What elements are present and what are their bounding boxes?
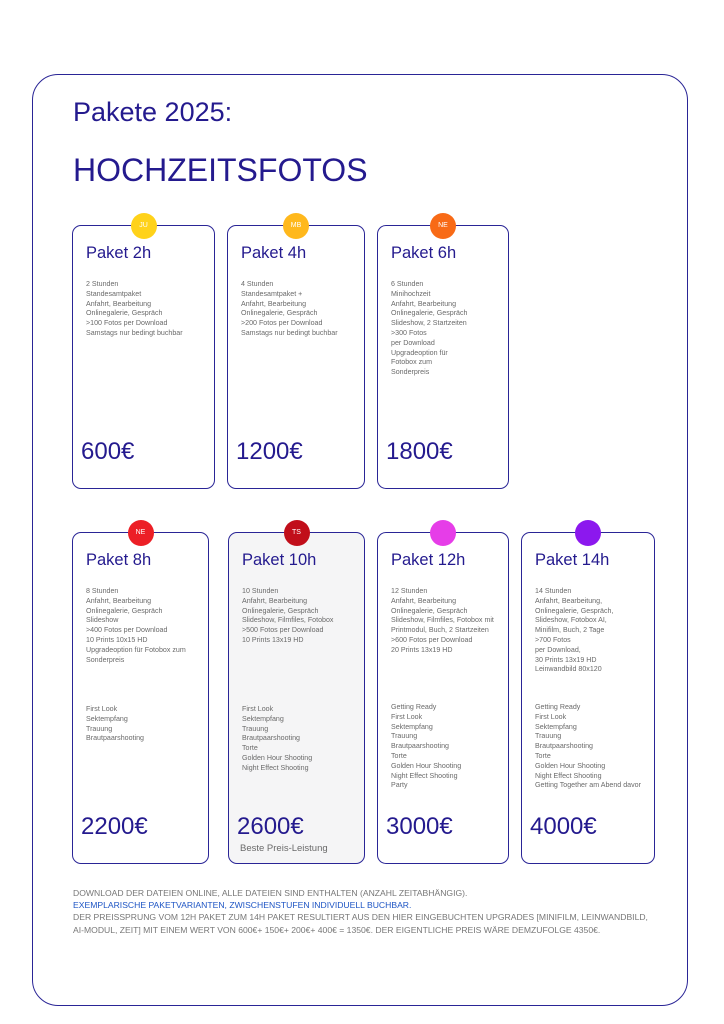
- package-coverage-item: Torte: [391, 751, 407, 760]
- package-detail-item: Anfahrt, Bearbeitung: [391, 299, 457, 308]
- package-details: [242, 587, 360, 646]
- package-details: [86, 587, 204, 665]
- package-detail-item: Anfahrt, Bearbeitung: [241, 299, 307, 308]
- package-coverage-item: Night Effect Shooting: [535, 771, 602, 780]
- package-detail-item: >500 Fotos per Download: [242, 626, 324, 635]
- package-coverage-item: Brautpaarshooting: [391, 742, 449, 751]
- package-coverage-item: Trauung: [242, 724, 269, 733]
- package-detail-item: >600 Fotos per Download: [391, 635, 473, 644]
- package-card-6h: [377, 222, 509, 489]
- package-coverage-item: Brautpaarshooting: [535, 742, 593, 751]
- package-coverage-item: Trauung: [535, 732, 562, 741]
- package-detail-item: Minifilm, Buch, 2 Tage: [535, 626, 605, 635]
- package-title: Paket 6h: [391, 244, 457, 262]
- package-coverage-item: Brautpaarshooting: [242, 734, 300, 743]
- package-detail-item: Onlinegalerie, Gespräch: [391, 309, 468, 318]
- package-detail-item: Onlinegalerie, Gespräch: [391, 606, 468, 615]
- package-title: Paket 10h: [242, 551, 317, 569]
- package-detail-item: 10 Prints 13x19 HD: [242, 635, 304, 644]
- package-coverage-item: Getting Ready: [391, 703, 437, 711]
- package-badge: NE: [128, 520, 154, 546]
- package-card-10h: [228, 529, 365, 864]
- package-detail-item: Printmodul, Buch, 2 Startzeiten: [391, 626, 489, 635]
- package-badge: [575, 520, 601, 546]
- package-price: 1200€: [236, 438, 303, 465]
- package-badge: TS: [284, 520, 310, 546]
- package-detail-item: Onlinegalerie, Gespräch: [241, 309, 318, 318]
- package-coverage-item: Party: [391, 781, 408, 790]
- package-detail-item: Upgradeoption für Fotobox zum: [86, 645, 186, 654]
- package-detail-item: Upgradeoption für: [391, 348, 448, 357]
- package-detail-item: Anfahrt, Bearbeitung,: [535, 596, 603, 605]
- package-detail-item: >400 Fotos per Download: [86, 626, 168, 635]
- package-coverage-item: Sektempfang: [242, 714, 284, 723]
- package-detail-item: Leinwandbild 80x120: [535, 665, 602, 674]
- package-detail-item: Anfahrt, Bearbeitung: [391, 596, 457, 605]
- package-coverage-item: Golden Hour Shooting: [391, 761, 462, 770]
- package-details: [391, 280, 504, 378]
- package-detail-item: Slideshow, 2 Startzeiten: [391, 319, 467, 328]
- package-price: 4000€: [530, 813, 597, 840]
- package-coverage-item: First Look: [86, 705, 118, 713]
- package-coverage-item: Brautpaarshooting: [86, 734, 144, 743]
- package-detail-item: Sonderpreis: [86, 655, 125, 664]
- package-badge: [430, 520, 456, 546]
- package-detail-item: 8 Stunden: [86, 587, 119, 595]
- package-title: Paket 4h: [241, 244, 307, 262]
- package-detail-item: Standesamtpaket: [86, 289, 142, 298]
- package-coverage-item: Sektempfang: [535, 722, 577, 731]
- package-badge: MB: [283, 213, 309, 239]
- package-price: 2200€: [81, 813, 148, 840]
- package-detail-item: per Download,: [535, 645, 581, 654]
- package-card-2h: [72, 222, 215, 489]
- package-detail-item: 14 Stunden: [535, 587, 572, 595]
- package-coverage-item: Sektempfang: [391, 722, 433, 731]
- package-title: Paket 14h: [535, 551, 610, 569]
- package-details: [241, 280, 360, 339]
- package-coverage-list: [242, 705, 360, 774]
- footer-variants-note: EXEMPLARISCHE PAKETVARIANTEN, ZWISCHENSTUFEN INDIVIDUELL BUCHBAR.: [73, 900, 412, 911]
- package-detail-item: Samstags nur bedingt buchbar: [241, 328, 338, 337]
- package-detail-item: 30 Prints 13x19 HD: [535, 655, 597, 664]
- package-coverage-item: Night Effect Shooting: [242, 763, 309, 772]
- page-title: HOCHZEITSFOTOS: [73, 152, 368, 188]
- package-price: 3000€: [386, 813, 453, 840]
- package-coverage-list: [391, 703, 504, 791]
- package-card-12h: [377, 532, 509, 864]
- package-detail-item: Standesamtpaket +: [241, 289, 303, 298]
- package-coverage-item: First Look: [535, 712, 567, 721]
- best-value-note: Beste Preis-Leistung: [240, 843, 328, 854]
- package-coverage-item: Golden Hour Shooting: [242, 753, 313, 762]
- package-title: Paket 12h: [391, 551, 466, 569]
- package-coverage-item: Trauung: [86, 724, 113, 733]
- package-detail-item: Fotobox zum: [391, 358, 433, 367]
- package-details: [535, 587, 650, 675]
- package-coverage-item: Torte: [242, 744, 258, 753]
- package-detail-item: 20 Prints 13x19 HD: [391, 645, 453, 654]
- package-detail-item: Slideshow, Filmfiles, Fotobox mit: [391, 616, 494, 625]
- package-detail-item: >200 Fotos per Download: [241, 319, 323, 328]
- package-price: 600€: [81, 438, 135, 465]
- package-detail-item: Onlinegalerie, Gespräch: [86, 309, 163, 318]
- package-detail-item: 2 Stunden: [86, 280, 119, 288]
- package-title: Paket 8h: [86, 551, 152, 569]
- package-card-8h: [72, 529, 209, 864]
- package-detail-item: Slideshow, Filmfiles, Fotobox: [242, 616, 334, 625]
- package-card-14h: [521, 532, 655, 864]
- package-coverage-item: First Look: [242, 705, 274, 713]
- package-coverage-item: Night Effect Shooting: [391, 771, 458, 780]
- package-detail-item: Samstags nur bedingt buchbar: [86, 328, 183, 337]
- package-coverage-item: Getting Together am Abend davor: [535, 781, 641, 790]
- package-detail-item: Onlinegalerie, Gespräch,: [535, 606, 614, 615]
- package-detail-item: 6 Stunden: [391, 280, 424, 288]
- package-details: [86, 280, 210, 339]
- package-coverage-list: [86, 705, 204, 744]
- footer-notes: [73, 887, 658, 936]
- package-detail-item: Sonderpreis: [391, 368, 430, 377]
- package-detail-item: per Download: [391, 338, 435, 347]
- package-detail-item: Onlinegalerie, Gespräch: [242, 606, 319, 615]
- footer-price-note: DER PREISSPRUNG VOM 12H PAKET ZUM 14H PAKET RESULTIERT AUS DEN HIER EINGEBUCHTEN UPGRADES [MINIFILM, LEINWANDBILD, AI-MODUL, ZEIT] MIT EINEM WERT VON 600€+ 150€+ 200€+ 400€ = 1350€. DER EIGENTLICHE PREIS WÄRE DEMZUFOLGE 4350€.: [73, 912, 648, 935]
- package-details: [391, 587, 504, 656]
- package-detail-item: 4 Stunden: [241, 280, 274, 288]
- package-coverage-item: Trauung: [391, 732, 418, 741]
- package-detail-item: 10 Stunden: [242, 587, 279, 595]
- package-coverage-list: [535, 703, 650, 791]
- footer-download-note: DOWNLOAD DER DATEIEN ONLINE, ALLE DATEIEN SIND ENTHALTEN (ANZAHL ZEITABHÄNGIG).: [73, 888, 468, 898]
- package-badge: JU: [131, 213, 157, 239]
- package-detail-item: 12 Stunden: [391, 587, 428, 595]
- package-price: 1800€: [386, 438, 453, 465]
- package-detail-item: >300 Fotos: [391, 328, 427, 337]
- package-title: Paket 2h: [86, 244, 152, 262]
- package-badge: NE: [430, 213, 456, 239]
- package-detail-item: Anfahrt, Bearbeitung: [242, 596, 308, 605]
- package-detail-item: Onlinegalerie, Gespräch: [86, 606, 163, 615]
- package-detail-item: Anfahrt, Bearbeitung: [86, 299, 152, 308]
- package-detail-item: Anfahrt, Bearbeitung: [86, 596, 152, 605]
- page-heading-year: Pakete 2025:: [73, 97, 233, 127]
- package-detail-item: Slideshow: [86, 616, 119, 625]
- package-detail-item: >700 Fotos: [535, 635, 571, 644]
- package-price: 2600€: [237, 813, 304, 840]
- package-detail-item: Slideshow, Fotobox AI,: [535, 616, 607, 625]
- package-coverage-item: Golden Hour Shooting: [535, 761, 606, 770]
- package-detail-item: >100 Fotos per Download: [86, 319, 168, 328]
- package-detail-item: Minihochzeit: [391, 289, 431, 298]
- package-coverage-item: Sektempfang: [86, 714, 128, 723]
- package-coverage-item: Torte: [535, 751, 551, 760]
- package-detail-item: 10 Prints 10x15 HD: [86, 635, 148, 644]
- package-coverage-item: First Look: [391, 712, 423, 721]
- package-coverage-item: Getting Ready: [535, 703, 581, 711]
- package-card-4h: [227, 222, 365, 489]
